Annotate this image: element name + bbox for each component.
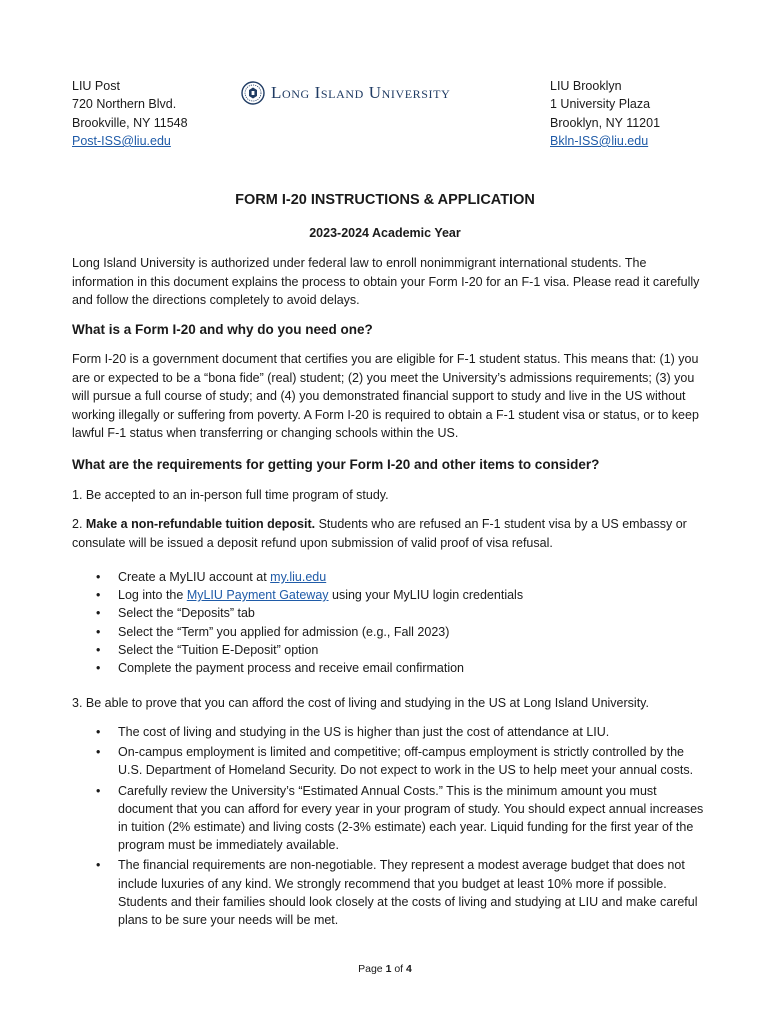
list-item: • Select the “Term” you applied for admission (e.g., Fall 2023) — [96, 623, 706, 641]
brooklyn-email-link[interactable]: Bkln-ISS@liu.edu — [550, 133, 649, 148]
list-item: • Log into the MyLIU Payment Gateway using your MyLIU login credentials — [96, 586, 706, 604]
bullet-icon: • — [96, 725, 101, 739]
bullet-icon: • — [96, 642, 101, 657]
payment-gateway-link[interactable]: MyLIU Payment Gateway — [186, 588, 329, 603]
requirement-item — [72, 515, 700, 552]
list-item: • The cost of living and studying in the US is higher than just the cost of attendance at LIU. — [96, 723, 706, 741]
list-item: • Create a MyLIU account at my.liu.edu — [96, 568, 706, 586]
liu-post-address — [72, 77, 188, 150]
requirement-item: 3. Be able to prove that you can afford the cost of living and studying in the US at Long Island University. — [72, 696, 649, 710]
university-seal-icon — [241, 81, 265, 105]
street-address: 1 University Plaza — [550, 97, 651, 112]
list-item: • Select the “Deposits” tab — [96, 604, 706, 622]
section-heading: What are the requirements for getting your Form I-20 and other items to consider? — [72, 457, 600, 472]
campus-name: LIU Post — [72, 79, 120, 93]
page-number: Page 1 of 4 — [358, 963, 412, 975]
liu-brooklyn-address — [550, 77, 660, 150]
myliu-link[interactable]: my.liu.edu — [270, 570, 327, 584]
bullet-icon: • — [96, 588, 101, 603]
deposit-steps-list — [96, 568, 706, 677]
intro-paragraph: Long Island University is authorized under federal law to enroll nonimmigrant international students. The information in this document explains the process to obtain your Form I-20 for an F-1 visa. Please read it carefully and follow the directions completely to avoid delays. — [72, 256, 700, 308]
bullet-icon: • — [96, 745, 101, 760]
list-item: • Select the “Tuition E-Deposit” option — [96, 641, 706, 659]
item-text: Students who are refused an F-1 student visa by a US embassy or consulate will be issued a deposit refund upon submission of valid proof of visa refusal. — [72, 517, 687, 550]
post-email-link[interactable]: Post-ISS@liu.edu — [72, 133, 171, 148]
list-item: • Carefully review the University’s “Estimated Annual Costs.” This is the minimum amount you must document that you can afford for every year in your program of study. You should expect annual increases in tuition (2% estimate) and living costs (2-3% estimate) each year. Liquid funding for the first year of the program must be immediately available. — [96, 783, 704, 853]
item-emphasis: Make a non-refundable tuition deposit. — [85, 517, 316, 531]
bullet-icon: • — [96, 624, 101, 639]
bullet-icon: • — [96, 661, 101, 676]
document-title: FORM I-20 INSTRUCTIONS & APPLICATION — [235, 192, 535, 208]
list-item: • The financial requirements are non-negotiable. They represent a modest average budget that does not include luxuries of any kind. We strongly recommend that you budget at least 10% more if possible. Students and their families should look closely at the costs of living and studying at LIU and make careful plans to be sure your needs will be met. — [96, 858, 698, 928]
campus-name: LIU Brooklyn — [550, 79, 622, 93]
bullet-icon: • — [96, 606, 101, 621]
liu-logo — [241, 80, 450, 106]
bullet-icon: • — [96, 783, 101, 798]
list-item: • Complete the payment process and receive email confirmation — [96, 659, 706, 677]
section-body: Form I-20 is a government document that certifies you are eligible for F-1 student status. This means that: (1) you are or expected to be a “bona fide” (real) student; (2) you meet the University’s admissions requirements; (3) you will pursue a full course of study; and (4) you demonstrated financial support to study and live in the US without working illegally or suffering from poverty. A Form I-20 is required to obtain a F-1 student visa or status, or to keep lawful F-1 status when transferring or changing schools within the US. — [72, 352, 699, 441]
cost-considerations-list — [96, 723, 706, 929]
bullet-icon: • — [96, 858, 101, 873]
bullet-icon: • — [96, 570, 101, 584]
requirement-item: 1. Be accepted to an in-person full time program of study. — [72, 488, 389, 502]
street-address: 720 Northern Blvd. — [72, 97, 177, 112]
city-state-zip: Brookville, NY 11548 — [72, 115, 188, 130]
section-heading: What is a Form I-20 and why do you need one? — [72, 322, 373, 337]
logo-wordmark: Long Island University — [271, 83, 451, 102]
academic-year: 2023-2024 Academic Year — [309, 226, 461, 240]
item-number: 2. — [72, 517, 86, 531]
city-state-zip: Brooklyn, NY 11201 — [550, 115, 661, 130]
list-item: • On-campus employment is limited and competitive; off-campus employment is strictly controlled by the U.S. Department of Homeland Security. Do not expect to work in the US to help meet your annual costs. — [96, 745, 694, 778]
